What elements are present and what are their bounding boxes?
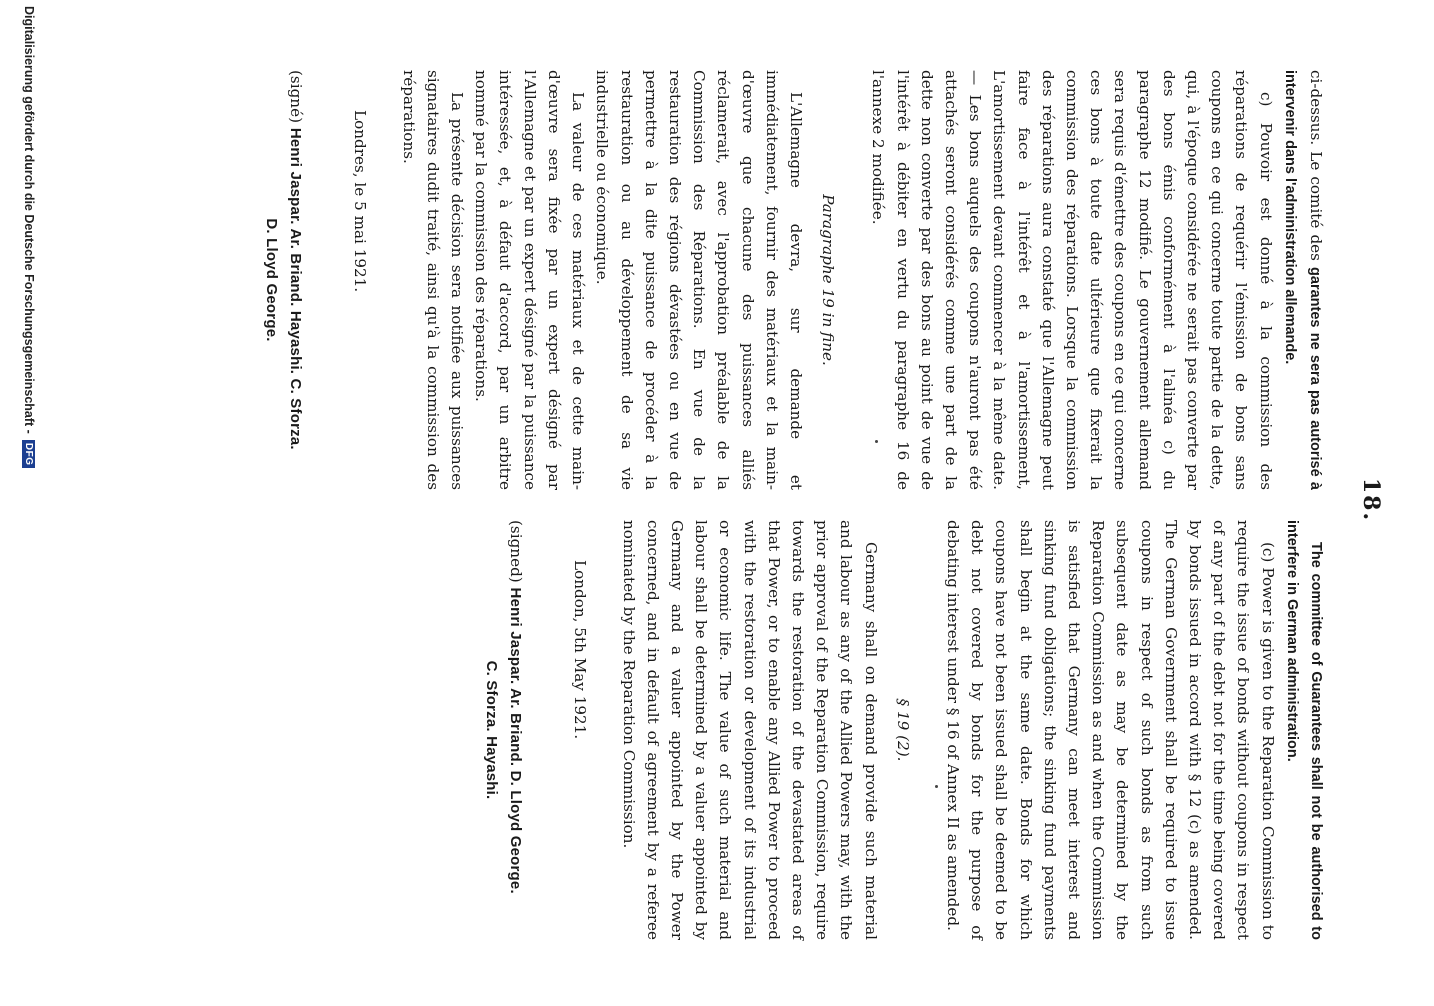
english-place-date: London, 5th May 1921. [571, 560, 590, 740]
french-signers-line1: Henri Jaspar. Ar. Briand. Hayashi. C. Sforza. [287, 127, 305, 450]
digitization-footer [12, 0, 46, 1006]
french-column [259, 70, 1328, 490]
english-section-heading: § 19 (2). [893, 698, 912, 762]
french-signers-line2: D. Lloyd George. [263, 218, 281, 342]
english-signers-line1: Henri Jaspar. Ar. Briand. D. Lloyd George. [507, 587, 525, 894]
dfg-logo-icon: DFG [23, 440, 36, 469]
english-signed-label: (signed) [507, 520, 526, 583]
footer-credit-text: Digitalisierung gefördert durch die Deutsche Forschungsgemeinschaft - [22, 6, 36, 434]
scan-speck [875, 440, 878, 443]
french-place-date: Londres, le 5 mai 1921. [351, 110, 370, 293]
french-clause-start: ci-dessus. Le comité des [1307, 70, 1325, 261]
scan-speck [935, 785, 938, 788]
french-paragraph-c: c) Pouvoir est donné à la commission des réparations de requérir l'émission de bons sans coupons en ce qui concerne toute partie de la dette, qui, à l'époque considérée ne serait pas converte par des bons émis conformément à l'alinéa c) du paragraphe 12 modifié. Le gouvernement allemand sera requis d'émettre des coupons en ce qui concerne ces bons à toute date ultérieure que fixerait la commission des réparations. Lorsque la commission des réparations aura constaté que l'Allemagne peut faire face à l'intérêt et à l'amortissement, L'amortissement devant commencer à la même date. — Les bons auquels des coupons n'auront pas été attachés seront considérés comme une part de la dette non converte par des bons au point de vue de l'intérêt à débiter en vertu du paragraphe 16 de l'annexe 2 modifiée. [869, 70, 1275, 490]
english-guarantees-clause: The committee of Guarantees shall not be authorised to interfere in German administration. [1283, 520, 1324, 940]
french-paragraph-notification: La présente décision sera notifiée aux puissances signataires dudit traité, ainsi qu'à la commission des réparations. [399, 70, 467, 490]
english-paragraph-c: (c) Power is given to the Reparation Commission to require the issue of bonds without coupons in respect of any part of the debt not for the time being covered by bonds issued in accord with § 12 (c) as amended. The German Government shall be required to issue coupons in respect of such bonds as from such subsequent date as may be determined by the Reparation Commission as and when the Commission is satisfied that Germany can meet interest and sinking fund obligations; the sinking fund payments shall begin at the same date. Bonds for which coupons have not been issued shall be deemed to be debt not covered by bonds for the purpose of debating interest under § 16 of Annex II as amended. [943, 520, 1277, 940]
english-signature-block [503, 520, 528, 940]
french-section-heading: Paragraphe 19 in fine. [819, 194, 838, 366]
english-column [479, 520, 1328, 940]
french-paragraph-material: L'Allemagne devra, sur demande et immédiatement, fournir des matériaux et la main-d'œuvre que chacune des puissances alliés réclamerait, avec l'approbation préalable de la Commission des Réparations. En vue de la restauration des régions dévastées ou en vue de permettre à la dite puissance de procéder à la restauration ou au développement de sa vie industrielle ou économique. [593, 70, 805, 490]
english-paragraph-material: Germany shall on demand provide such material and labour as any of the Allied Powers may, with the prior approval of the Reparation Commission, require towards the restoration of the devastated areas of that Power, or to enable any Allied Power to proceed with the restoration or development of its industrial or economic life. The value of such material and labour shall be determined by a valuer appointed by Germany and a valuer appointed by the Power concerned, and in default of agreement by a referee nominated by the Reparation Commission. [619, 520, 880, 940]
french-guarantees-clause [1278, 70, 1328, 490]
french-clause-bold: garantes ne sera pas autorisé à intervenir dans l'administration allemande. [1281, 70, 1323, 490]
french-signature-block [283, 70, 308, 490]
french-signed-label: (signé) [287, 70, 306, 123]
english-signers-line2: C. Sforza. Hayashi. [482, 660, 500, 800]
french-paragraph-valuation: La valeur de ces matériaux et de cette main-d'œuvre sera fixée par un expert désigné par l'Allemagne et par un expert désigné par la puissance intéressée, et, à défaut d'accord, par un arbitre nommé par la commission des réparations. [472, 70, 588, 490]
page-number: 18. [1358, 477, 1384, 523]
